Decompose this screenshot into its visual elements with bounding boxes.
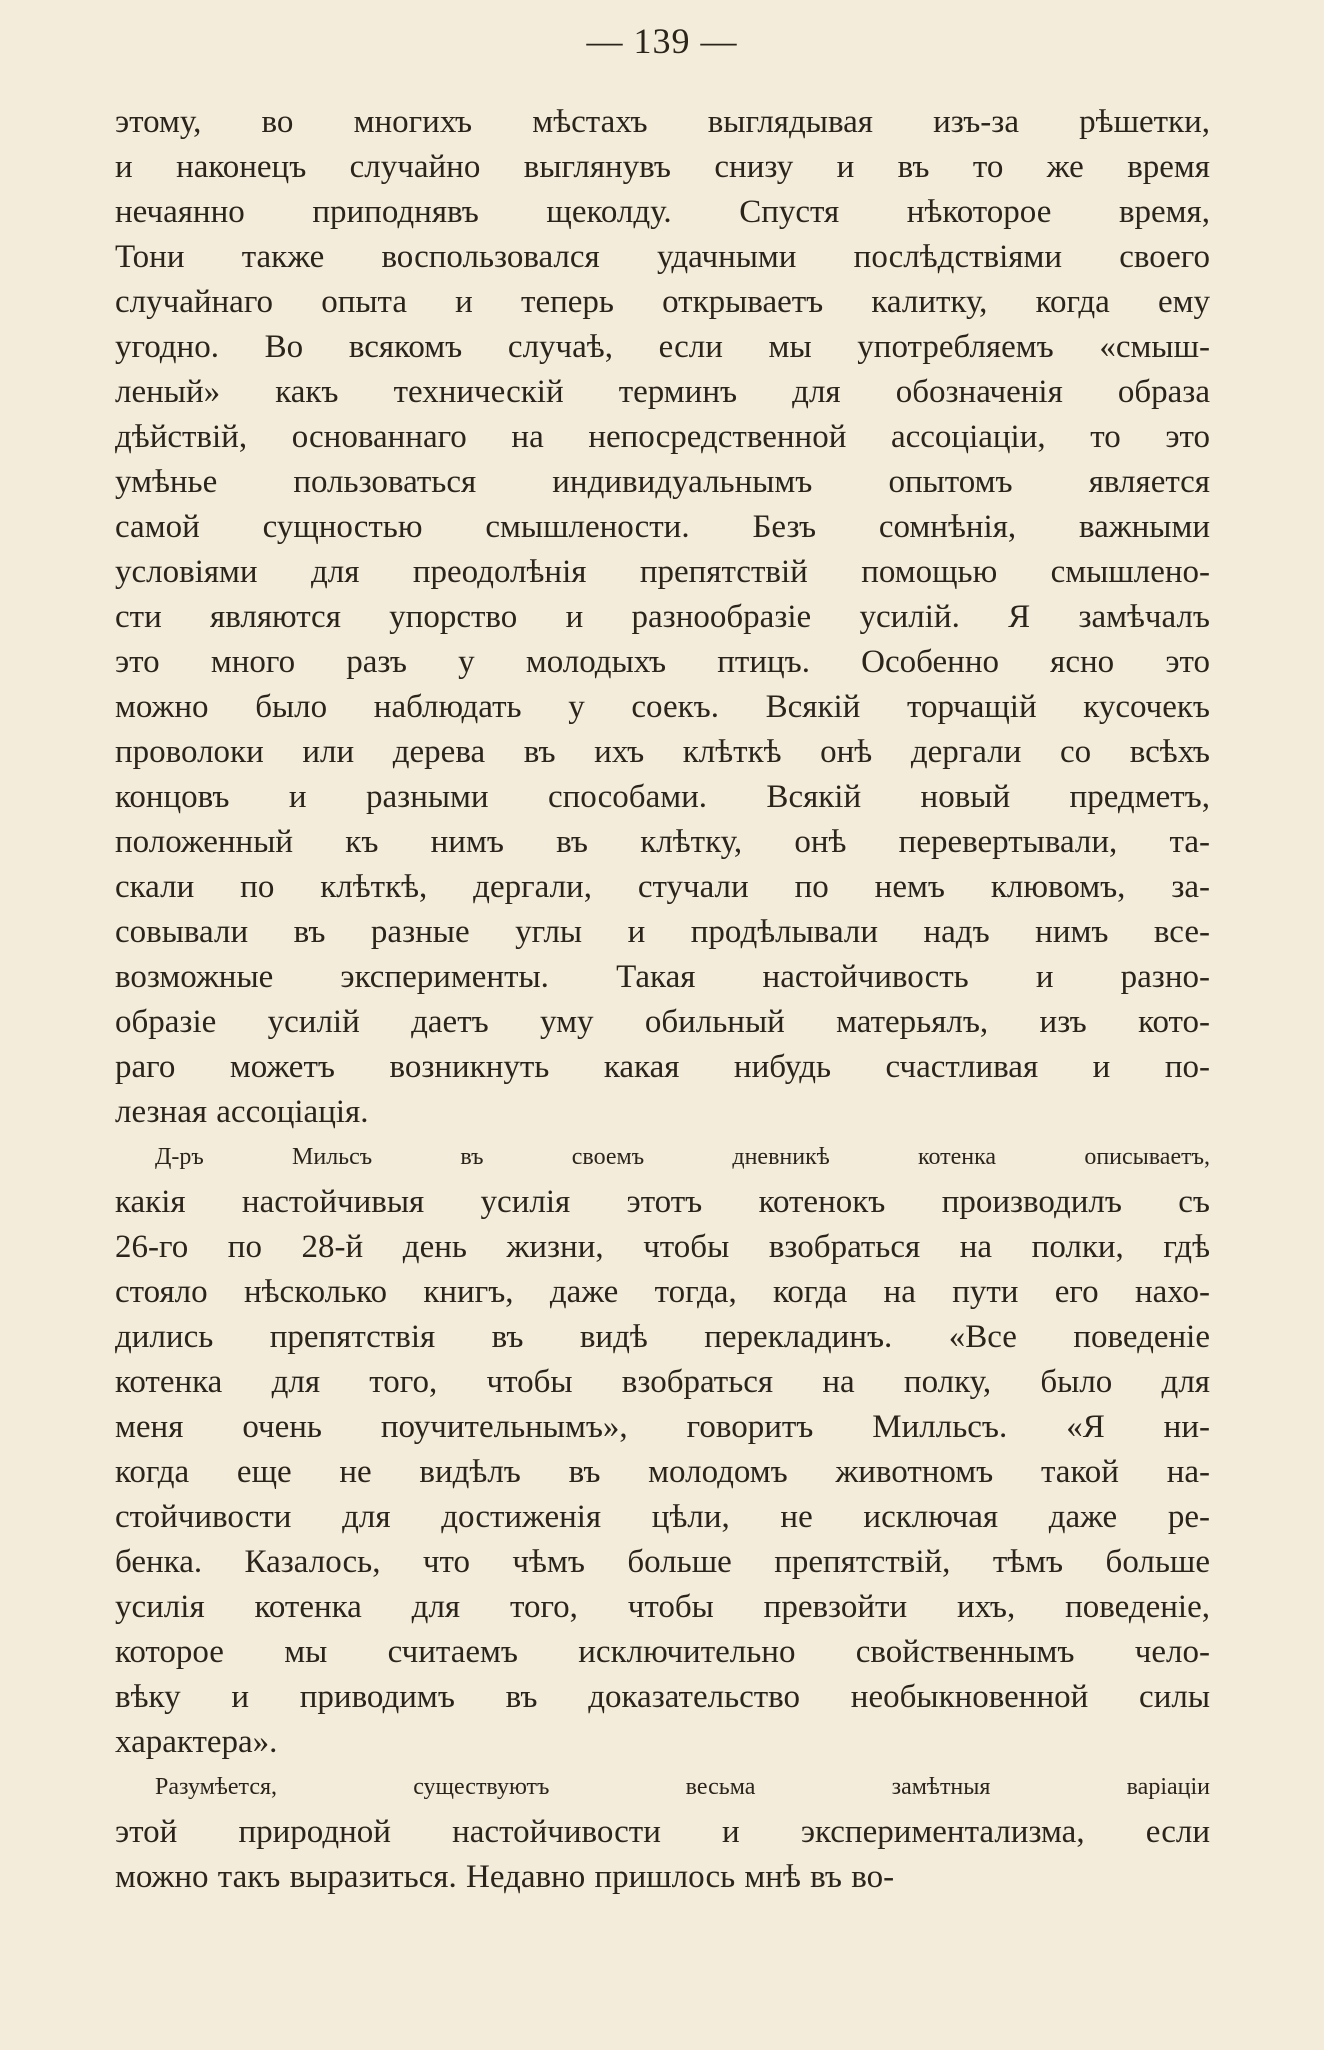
text-line: какія настойчивыя усилія этотъ котенокъ производилъ съ [115,1184,1210,1220]
text-line: меня очень поучительнымъ», говоритъ Милльсъ. «Я ни- [115,1409,1210,1445]
body-text [115,100,1210,1900]
text-line: положенный къ нимъ въ клѣтку, онѣ перевертывали, та- [115,824,1210,860]
text-line: и наконецъ случайно выглянувъ снизу и въ то же время [115,149,1210,185]
text-line: этой природной настойчивости и экспериментализма, если [115,1814,1210,1850]
text-line: когда еще не видѣлъ въ молодомъ животномъ такой на- [115,1454,1210,1490]
text-line: лезная ассоціація. [115,1094,369,1130]
text-line: бенка. Казалось, что чѣмъ больше препятствій, тѣмъ больше [115,1544,1210,1580]
text-line: проволоки или дерева въ ихъ клѣткѣ онѣ дергали со всѣхъ [115,734,1210,770]
text-line: нечаянно приподнявъ щеколду. Спустя нѣкоторое время, [115,194,1210,230]
paragraph [115,1765,1210,1900]
paragraph [115,1135,1210,1765]
text-line: которое мы считаемъ исключительно свойственнымъ чело- [115,1634,1210,1670]
text-line: условіями для преодолѣнія препятствій помощью смышлено- [115,554,1210,590]
text-line: можно такъ выразиться. Недавно пришлось мнѣ въ во- [115,1859,895,1895]
text-line: концовъ и разными способами. Всякій новый предметъ, [115,779,1210,815]
text-line: стойчивости для достиженія цѣли, не исключая даже ре- [115,1499,1210,1535]
text-line: совывали въ разные углы и продѣлывали надъ нимъ все- [115,914,1210,950]
text-line: леный» какъ техническій терминъ для обозначенія образа [115,374,1210,410]
text-line: случайнаго опыта и теперь открываетъ калитку, когда ему [115,284,1210,320]
text-line: дѣйствій, основаннаго на непосредственной ассоціаціи, то это [115,419,1210,455]
text-line: дились препятствія въ видѣ перекладинъ. «Все поведеніе [115,1319,1210,1355]
text-line: самой сущностью смышлености. Безъ сомнѣнія, важными [115,509,1210,545]
text-line: можно было наблюдать у соекъ. Всякій торчащій кусочекъ [115,689,1210,725]
text-line: умѣнье пользоваться индивидуальнымъ опытомъ является [115,464,1210,500]
text-line: котенка для того, чтобы взобраться на полку, было для [115,1364,1210,1400]
text-line: это много разъ у молодыхъ птицъ. Особенно ясно это [115,644,1210,680]
text-line: этому, во многихъ мѣстахъ выглядывая изъ-за рѣшетки, [115,104,1210,140]
paragraph [115,100,1210,1135]
text-line: раго можетъ возникнуть какая нибудь счастливая и по- [115,1049,1210,1085]
text-line: Тони также воспользовался удачными послѣдствіями своего [115,239,1210,275]
text-line: характера». [115,1724,278,1760]
text-line: 26-го по 28-й день жизни, чтобы взобраться на полки, гдѣ [115,1229,1210,1265]
text-line: Разумѣется, существуютъ весьма замѣтныя варіаціи [155,1774,1210,1800]
text-line: угодно. Во всякомъ случаѣ, если мы употребляемъ «смыш- [115,329,1210,365]
text-line: возможные эксперименты. Такая настойчивость и разно- [115,959,1210,995]
text-line: вѣку и приводимъ въ доказательство необыкновенной силы [115,1679,1210,1715]
page-number: — 139 — [586,21,738,61]
text-line: скали по клѣткѣ, дергали, стучали по немъ клювомъ, за- [115,869,1210,905]
text-line: Д-ръ Мильсъ въ своемъ дневникѣ котенка описываетъ, [155,1144,1210,1170]
text-line: сти являются упорство и разнообразіе усилій. Я замѣчалъ [115,599,1210,635]
text-line: стояло нѣсколько книгъ, даже тогда, когда на пути его нахо- [115,1274,1210,1310]
text-line: образіе усилій даетъ уму обильный матерьялъ, изъ кото- [115,1004,1210,1040]
text-line: усилія котенка для того, чтобы превзойти ихъ, поведеніе, [115,1589,1210,1625]
